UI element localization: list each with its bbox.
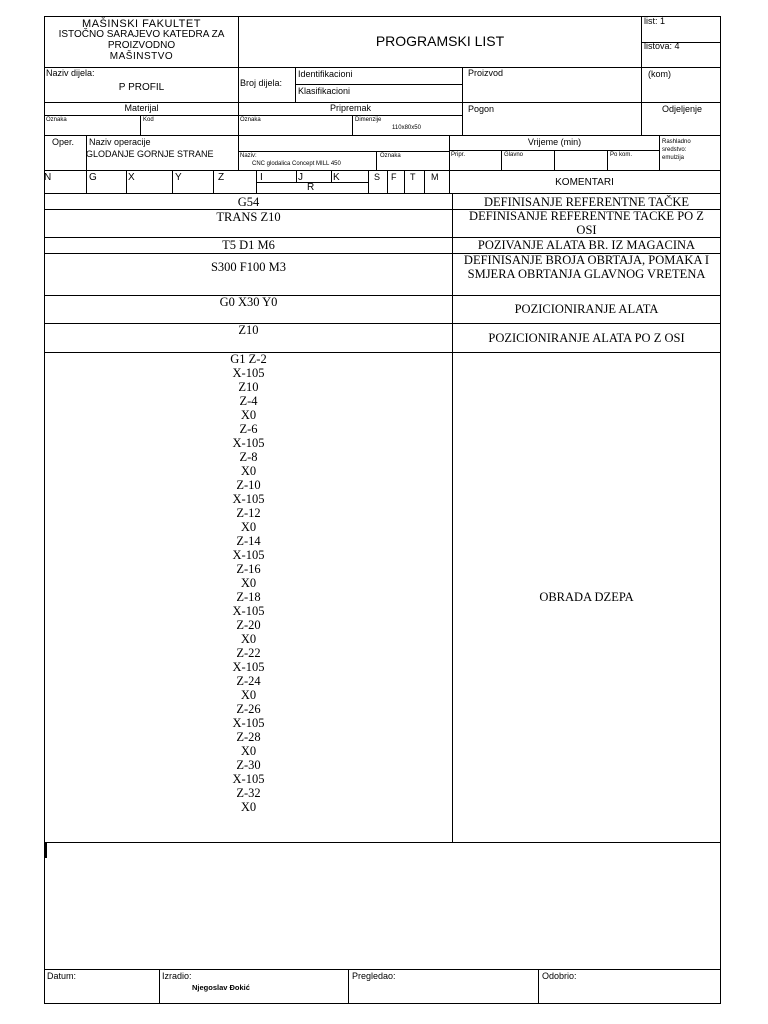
materijal-kod-label: Kod <box>143 117 154 123</box>
program-comment: DEFINISANJE BROJA OBRTAJA, POMAKA I SMJERA OBRTANJA GLAVNOG VRETENA <box>463 253 710 281</box>
col-z: Z <box>218 172 225 183</box>
machine-naziv-label: Naziv: <box>240 153 257 159</box>
institution-line-1: MAŠINSKI FAKULTET <box>82 18 201 30</box>
materijal-oznaka-label: Oznaka <box>46 117 67 123</box>
pocket-line: Z-22 <box>236 646 261 660</box>
materijal-label: Materijal <box>124 103 159 113</box>
pocket-line: Z-6 <box>239 422 258 436</box>
col-j: J <box>298 172 303 183</box>
col-x: X <box>128 172 135 183</box>
program-code: G0 X30 Y0 <box>219 295 278 309</box>
program-code: S300 F100 M3 <box>210 260 287 274</box>
col-k: K <box>333 172 340 183</box>
oper-label: Oper. <box>52 137 75 147</box>
pocket-line: Z-12 <box>236 506 261 520</box>
dimenzije-value: 110x80x50 <box>392 125 421 131</box>
naziv-operacije-value: GLODANJE GORNJE STRANE <box>86 149 214 159</box>
col-t: T <box>410 172 416 182</box>
klasifikacioni-label: Klasifikacioni <box>298 86 351 96</box>
program-code: Z10 <box>238 323 259 337</box>
naziv-dijela-label: Naziv dijela: <box>46 68 95 78</box>
col-y: Y <box>175 172 182 183</box>
program-code: T5 D1 M6 <box>222 238 275 252</box>
pocket-comment: OBRADA DZEPA <box>539 590 634 604</box>
machine-value: CNC glodalica Concept MILL 450 <box>252 161 341 167</box>
program-comment: POZICIONIRANJE ALATA <box>514 302 659 316</box>
pocket-line: Z10 <box>238 380 259 394</box>
pocket-line: G1 Z-2 <box>230 352 267 366</box>
glavno-label: Glavno <box>504 152 524 158</box>
program-comment: POZIVANJE ALATA BR. IZ MAGACINA <box>477 238 696 252</box>
program-code: G54 <box>237 195 260 209</box>
pocket-line: X0 <box>240 520 257 534</box>
pocket-line: Z-16 <box>236 562 261 576</box>
odobrio-label: Odobrio: <box>542 971 577 981</box>
listova-number: listova: 4 <box>644 41 680 51</box>
odjeljenje-label: Odjeljenje <box>662 104 703 114</box>
col-komentari: KOMENTARI <box>555 177 614 188</box>
naziv-dijela-value: P PROFIL <box>118 82 165 93</box>
col-n: N <box>44 172 52 183</box>
program-comment: DEFINISANJE REFERENTNE TACKE PO Z OSI <box>469 209 704 237</box>
pocket-line: X0 <box>240 576 257 590</box>
institution-line-3: PROIZVODNO <box>107 40 176 51</box>
pocket-line: X0 <box>240 688 257 702</box>
col-s: S <box>374 172 381 182</box>
pocket-line: X-105 <box>232 660 265 674</box>
pocket-line: Z-10 <box>236 478 261 492</box>
program-comment: POZICIONIRANJE ALATA PO Z OSI <box>488 331 685 345</box>
broj-dijela-label: Broj dijela: <box>240 78 283 88</box>
pocket-line: X-105 <box>232 604 265 618</box>
pocket-line: X-105 <box>232 366 265 380</box>
pocket-line: X0 <box>240 632 257 646</box>
pripr-label: Pripr. <box>451 152 466 158</box>
izradio-label: Izradio: <box>162 971 192 981</box>
machine-oznaka-label: Oznaka <box>380 153 401 159</box>
page-title: PROGRAMSKI LIST <box>375 33 505 49</box>
pocket-line: X0 <box>240 744 257 758</box>
pocket-line: X-105 <box>232 716 265 730</box>
pripremak-oznaka-label: Oznaka <box>240 117 261 123</box>
kom-label: (kom) <box>648 69 671 79</box>
naziv-operacije-label: Naziv operacije <box>89 137 151 147</box>
pocket-line: X-105 <box>232 436 265 450</box>
pripremak-label: Pripremak <box>329 103 371 113</box>
pogon-label: Pogon <box>468 104 495 114</box>
dimenzije-label: Dimenzije <box>355 117 382 123</box>
program-comment: DEFINISANJE REFERENTNE TAČKE <box>483 195 690 209</box>
pocket-line: X0 <box>240 800 257 814</box>
datum-label: Datum: <box>47 971 77 981</box>
pocket-line: Z-30 <box>236 758 261 772</box>
pocket-line: Z-20 <box>236 618 261 632</box>
pocket-line: X-105 <box>232 492 265 506</box>
rashladno-line-2: sredstvo: <box>662 147 687 153</box>
pokom-label: Po kom. <box>610 152 633 158</box>
pocket-line: Z-24 <box>236 674 261 688</box>
pocket-code-list <box>44 352 453 814</box>
col-r: R <box>307 182 315 193</box>
col-f: F <box>391 172 397 182</box>
col-i: I <box>260 172 263 183</box>
institution-line-4: MAŠINSTVO <box>109 51 174 62</box>
pocket-line: X-105 <box>232 548 265 562</box>
rashladno-line-3: emulzija <box>662 155 685 161</box>
pocket-line: X-105 <box>232 772 265 786</box>
col-m: M <box>431 172 439 182</box>
pocket-line: Z-18 <box>236 590 261 604</box>
pocket-line: Z-14 <box>236 534 261 548</box>
proizvod-label: Proizvod <box>468 68 504 78</box>
izradio-value: Njegoslav Đokić <box>192 983 250 992</box>
empty-area <box>44 842 721 970</box>
vrijeme-label: Vrijeme (min) <box>527 137 582 147</box>
pocket-line: X0 <box>240 408 257 422</box>
identifikacioni-label: Identifikacioni <box>298 69 353 79</box>
rashladno-line-1: Rashladno <box>662 139 691 145</box>
program-code: TRANS Z10 <box>216 210 281 224</box>
pocket-line: Z-32 <box>236 786 261 800</box>
pocket-line: Z-26 <box>236 702 261 716</box>
pocket-line: Z-8 <box>239 450 258 464</box>
pocket-line: Z-4 <box>239 394 258 408</box>
col-g: G <box>89 172 97 183</box>
list-number: list: 1 <box>644 16 666 26</box>
institution-line-2: ISTOČNO SARAJEVO KATEDRA ZA <box>58 29 225 40</box>
pocket-line: X0 <box>240 464 257 478</box>
pregledao-label: Pregledao: <box>352 971 396 981</box>
pocket-line: Z-28 <box>236 730 261 744</box>
